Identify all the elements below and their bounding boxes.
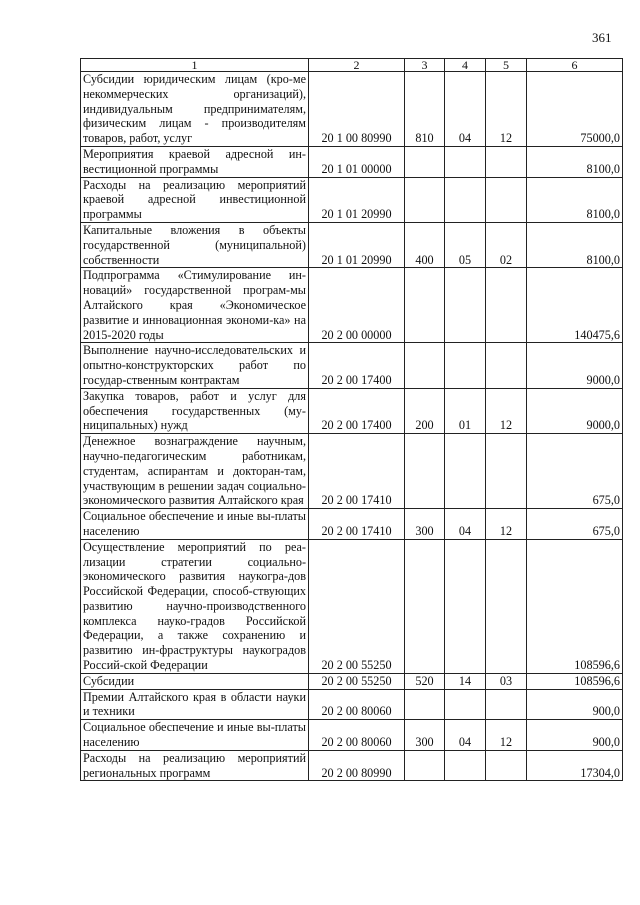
budget-table (80, 58, 623, 781)
table-header-row (81, 59, 623, 72)
row-section (445, 539, 486, 673)
table-row (81, 509, 623, 540)
table-row (81, 177, 623, 222)
header-col-1: 1 (81, 59, 309, 72)
row-subsection: 12 (486, 388, 527, 433)
row-section (445, 177, 486, 222)
row-expense-type: 400 (405, 222, 445, 267)
header-col-4: 4 (445, 59, 486, 72)
row-code: 20 1 01 20990 (309, 177, 405, 222)
row-code: 20 2 00 00000 (309, 268, 405, 343)
row-name: Выполнение научно-исследовательских и опытно-конструкторских работ по государ-ственным контрактам (81, 343, 309, 388)
row-expense-type: 300 (405, 509, 445, 540)
row-amount: 675,0 (527, 509, 623, 540)
row-amount: 900,0 (527, 689, 623, 720)
row-expense-type: 810 (405, 72, 445, 147)
header-col-5: 5 (486, 59, 527, 72)
row-code: 20 1 01 20990 (309, 222, 405, 267)
row-subsection (486, 434, 527, 509)
row-amount: 75000,0 (527, 72, 623, 147)
row-subsection: 12 (486, 72, 527, 147)
header-col-3: 3 (405, 59, 445, 72)
row-section: 05 (445, 222, 486, 267)
row-code: 20 2 00 55250 (309, 673, 405, 689)
row-expense-type: 200 (405, 388, 445, 433)
row-section (445, 689, 486, 720)
row-expense-type: 300 (405, 720, 445, 751)
row-subsection: 03 (486, 673, 527, 689)
row-code: 20 2 00 17410 (309, 509, 405, 540)
row-section (445, 434, 486, 509)
row-section: 04 (445, 720, 486, 751)
row-name: Социальное обеспечение и иные вы-платы населению (81, 720, 309, 751)
row-amount: 8100,0 (527, 222, 623, 267)
row-code: 20 2 00 55250 (309, 539, 405, 673)
row-section: 04 (445, 72, 486, 147)
row-code: 20 2 00 80060 (309, 720, 405, 751)
table-row (81, 146, 623, 177)
row-amount: 675,0 (527, 434, 623, 509)
row-expense-type: 520 (405, 673, 445, 689)
row-subsection (486, 177, 527, 222)
row-amount: 17304,0 (527, 750, 623, 781)
row-code: 20 2 00 17410 (309, 434, 405, 509)
row-expense-type (405, 268, 445, 343)
row-subsection (486, 689, 527, 720)
table-row (81, 689, 623, 720)
table-row (81, 388, 623, 433)
row-name: Закупка товаров, работ и услуг для обеспечения государственных (му-ниципальных) нужд (81, 388, 309, 433)
table-row (81, 673, 623, 689)
row-amount: 8100,0 (527, 146, 623, 177)
row-expense-type (405, 539, 445, 673)
header-col-6: 6 (527, 59, 623, 72)
row-subsection (486, 539, 527, 673)
header-col-2: 2 (309, 59, 405, 72)
row-section (445, 343, 486, 388)
row-name: Осуществление мероприятий по реа-лизации стратегии социально-экономического развития наукогра-дов Российской Федерации, способ-ствующих развитию научно-производственного комплекса науко-градов Российской Федерации, а также сохранению и развитию ин-фраструктуры наукоградов Россий-ской Федерации (81, 539, 309, 673)
page-number: 361 (592, 30, 612, 45)
row-section (445, 750, 486, 781)
row-amount: 108596,6 (527, 673, 623, 689)
row-amount: 9000,0 (527, 388, 623, 433)
table-row (81, 434, 623, 509)
row-name: Расходы на реализацию мероприятий краевой адресной инвестиционной программы (81, 177, 309, 222)
row-expense-type (405, 434, 445, 509)
table-row (81, 720, 623, 751)
table-row (81, 539, 623, 673)
row-amount: 108596,6 (527, 539, 623, 673)
table-row (81, 72, 623, 147)
row-name: Субсидии (81, 673, 309, 689)
row-code: 20 2 00 80990 (309, 750, 405, 781)
row-expense-type (405, 146, 445, 177)
row-section (445, 146, 486, 177)
row-amount: 9000,0 (527, 343, 623, 388)
row-section: 04 (445, 509, 486, 540)
table-row (81, 268, 623, 343)
row-section (445, 268, 486, 343)
row-section: 01 (445, 388, 486, 433)
row-amount: 8100,0 (527, 177, 623, 222)
row-subsection (486, 146, 527, 177)
row-subsection (486, 750, 527, 781)
row-name: Мероприятия краевой адресной ин-вестиционной программы (81, 146, 309, 177)
row-code: 20 2 00 80060 (309, 689, 405, 720)
row-code: 20 2 00 17400 (309, 388, 405, 433)
row-name: Премии Алтайского края в области науки и техники (81, 689, 309, 720)
row-amount: 900,0 (527, 720, 623, 751)
row-code: 20 2 00 17400 (309, 343, 405, 388)
table-row (81, 343, 623, 388)
row-code: 20 1 00 80990 (309, 72, 405, 147)
row-subsection: 02 (486, 222, 527, 267)
row-name: Социальное обеспечение и иные вы-платы населению (81, 509, 309, 540)
row-name: Подпрограмма «Стимулирование ин-новаций» государственной програм-мы Алтайского края «Экономическое развитие и инновационная экономи-ка» на 2015-2020 годы (81, 268, 309, 343)
row-subsection (486, 343, 527, 388)
row-subsection: 12 (486, 509, 527, 540)
row-name: Денежное вознаграждение научным, научно-педагогическим работникам, студентам, аспирантам и докторан-там, участвующим в решении задач социально-экономического развития Алтайского края (81, 434, 309, 509)
row-amount: 140475,6 (527, 268, 623, 343)
row-name: Расходы на реализацию мероприятий региональных программ (81, 750, 309, 781)
table-row (81, 750, 623, 781)
row-expense-type (405, 343, 445, 388)
row-expense-type (405, 689, 445, 720)
table-row (81, 222, 623, 267)
row-expense-type (405, 750, 445, 781)
row-section: 14 (445, 673, 486, 689)
row-name: Субсидии юридическим лицам (кро-ме некоммерческих организаций), индивидуальным предпринимателям, физическим лицам - производителям товаров, работ, услуг (81, 72, 309, 147)
row-name: Капитальные вложения в объекты государственной (муниципальной) собственности (81, 222, 309, 267)
row-subsection: 12 (486, 720, 527, 751)
row-code: 20 1 01 00000 (309, 146, 405, 177)
row-expense-type (405, 177, 445, 222)
row-subsection (486, 268, 527, 343)
